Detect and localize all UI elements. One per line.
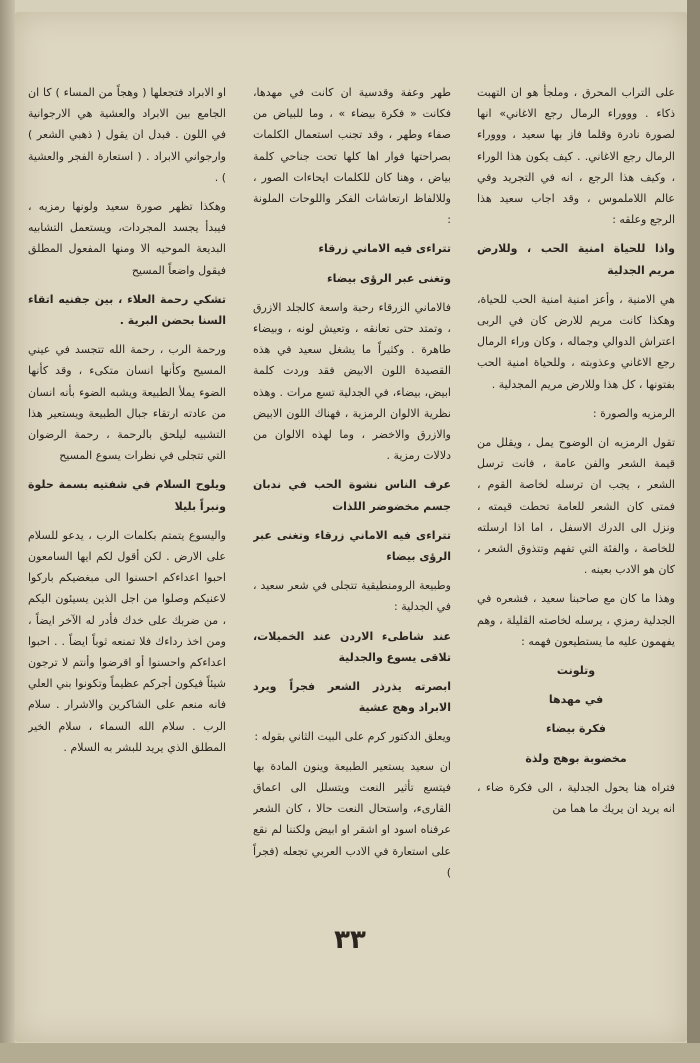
paragraph: وطبيعة الرومنطيقية تتجلى في شعر سعيد ، في الجدلية : xyxy=(253,579,451,614)
bottom-edge xyxy=(0,1043,700,1063)
paragraph: او الابراد فتجعلها ( وهجاً من المساء ) كا ان الجامع بين الابراد والعشية هي الارجوانية في اللون . فبدل ان يقول ( ذهبي الشعر ) وارجواني الابراد . ( استعارة الفجر والعشية ) . xyxy=(28,86,226,184)
verse-line: تشكي رحمة العلاء ، بين جفنيه اتقاء السنا بحضن البرية . xyxy=(28,292,226,328)
paragraph: ويعلق الدكتور كرم على البيت الثاني بقوله : xyxy=(254,730,451,744)
paragraph: فالاماني الزرقاء رحبة واسعة كالجلد الازرق ، وتمتد حتى تعانقه ، وتعيش لونه ، وبيضاء طاهرة . وكثيراً ما يشغل سعيد في هذه القصيدة اللون الابيض فقد وردت كلمة ابيض، بيضاء، في الجدلية تسع مرات . وهذه نظرية الالوان الرمزية ، فهناك اللون الابيض والازرق والاخضر ، وما لهذه الالوان من دلالات رمزية . xyxy=(253,300,451,463)
verse-line: عند شاطىء الاردن عند الخميلات، تلاقى يسوع والجدلية xyxy=(253,629,451,664)
verse-line: تتراءى فيه الاماني زرقاء xyxy=(318,242,451,256)
paragraph: ورحمة الرب ، رحمة الله تتجسد في عيني المسيح وكأنها انسان متكىء ، وقد كأنها الضوء يملأ الطبيعة ويشبه الضوء بأنه انسان من عادته ارتقاء جبال الطبيعة ويستعير هذا التشبيه ليلحق بالرحمة ، رحمة الرضوان التي تتجلى في نظرات يسوع المسيح xyxy=(28,343,226,463)
column-right xyxy=(477,82,675,942)
page-number: ٣٣ xyxy=(334,925,366,955)
verse-line: تتراءى فيه الاماني زرقاء وتغنى عبر الرؤى بيضاء xyxy=(253,528,451,564)
book-spine xyxy=(0,0,15,1063)
paragraph: طهر وعفة وقدسية ان كانت في مهدها، فكانت « فكرة بيضاء » ، وما للبياض من صفاء وطهر ، وقد تجنب استعمال الكلمات بصراحتها فوار اها كلها تحت جناحي كلمة بياض ، وهنا كان للكلمات ايحاءات الصور ، وللالفاظ ارتعاشات الفكر واللوحات الملونة : xyxy=(253,86,451,227)
paragraph: على التراب المحرق ، وملجأ هو ان التهبت ذكاء . وووراء الرمال رجع الاغاني» انها لصورة نادرة وقلما فاز بها سعيد ، وووراء الرمال رجع الاغاني. . كيف يكون هذا الوراء ، وكيف هذا الرجع ، انه في التجريد وفي عالم اللاملموس ، وقد اجاب سعيد هذا الرجع وعلقه : xyxy=(477,86,675,227)
verse-line: مخضوبة بوهج ولذة xyxy=(525,751,627,765)
verse-line: واذا للحياة امنية الحب ، وللارض مريم الجدلية xyxy=(477,242,675,277)
paragraph: الرمزيه والصورة : xyxy=(592,406,675,420)
verse-line: ويلوح السلام في شفتيه بسمة حلوة ونبراً بليلا xyxy=(28,478,226,513)
column-left xyxy=(28,82,226,942)
page-edge xyxy=(687,0,700,1063)
verse-line: عرف الناس نشوة الحب في ندبان جسم مخضوضر اللذات xyxy=(253,478,451,513)
paragraph: فتراه هنا يحول الجدلية ، الى فكرة ضاء ، انه يريد ان يريك ما هما من xyxy=(477,780,675,816)
verse-line: فكرة بيضاء xyxy=(546,722,606,736)
paragraph: واليسوع يتمتم بكلمات الرب ، يدعو للسلام على الارض . لكن أقول لكم ايها السامعون احبوا اعداءكم احسنوا الى مبغضيكم باركوا لاعنيكم وصلوا من اجل الذين يسيئون اليكم ، من ضربك على خدك فأدر له الآخر ايضاً ، ومن اخذ رداءك فلا تمنعه ثوباً ايضاً . . احبوا اعداءكم واحسنوا أو اقرضوا وأنتم لا ترجون شيئاً فيكون أجركم عظيماً وتكونوا بني العلي فانه منعم على الشاكرين والاشرار . سلام الرب . سلام الله السماء ، سلام الخير المطلق الذي يريد للبشر به السلام . xyxy=(28,528,226,754)
paragraph: هي الامنية ، وأعز امنية امنية الحب للحياة، وهكذا كانت مريم للارض كان في الربى اعتراش الدوالي وجماله ، وكان وراء الرمال رجع الاغاني وعذوبته ، وللحياة امنية الحب بفتونها ، كل هذا وللارض مريم المجدلية . xyxy=(477,292,675,391)
verse-line: ابصرته يذرذر الشعر فجراً ويرد الابراد وهج عشية xyxy=(253,680,451,715)
column-middle xyxy=(253,82,451,942)
paragraph: وهذا ما كان مع صاحبنا سعيد ، فشعره في الجدلية رمزي ، يرسله لخاصته القليلة ، وهم يفهمون عليه ما يستطيعون فهمه : xyxy=(477,592,675,648)
paragraph: تقول الرمزيه ان الوضوح يمل ، ويقلل من قيمة الشعر والفن عامة ، فانت ترسل الشعر ، يجب ان ترسله لخاصة القوم ، فمتى كان الشعر للعامة تحطت قيمته ، ونزل الى الدرك الاسفل ، اما اذا ارسلته للخاصة ، والفئة التي تفهم وتتذوق الشعر ، كان هو الادب بعينه . xyxy=(477,436,675,577)
verse-line: في مهدها xyxy=(548,693,604,707)
verse-line: وتلونت xyxy=(556,664,596,678)
paragraph: وهكذا تظهر صورة سعيد ولونها رمزيه ، فيبدأ يجسد المجردات، ويستعمل التشابيه البديعة الموحيه الا ومنها المفعول المطلق فيقول واضعاً المسيح xyxy=(28,200,226,277)
verse-line: وتغنى عبر الرؤى بيضاء xyxy=(326,271,451,285)
paragraph: ان سعيد يستعير الطبيعة وينون المادة بها فيتسع تأثير النعت ويتسلل الى اعماق القارىء، واستحال النعت حالا ، كان الشعر عرفناه اسود او اشقر او ابيض ولكننا لم نقع على استعارة في الادب العربي تجعله (فجراً ) xyxy=(253,759,451,879)
